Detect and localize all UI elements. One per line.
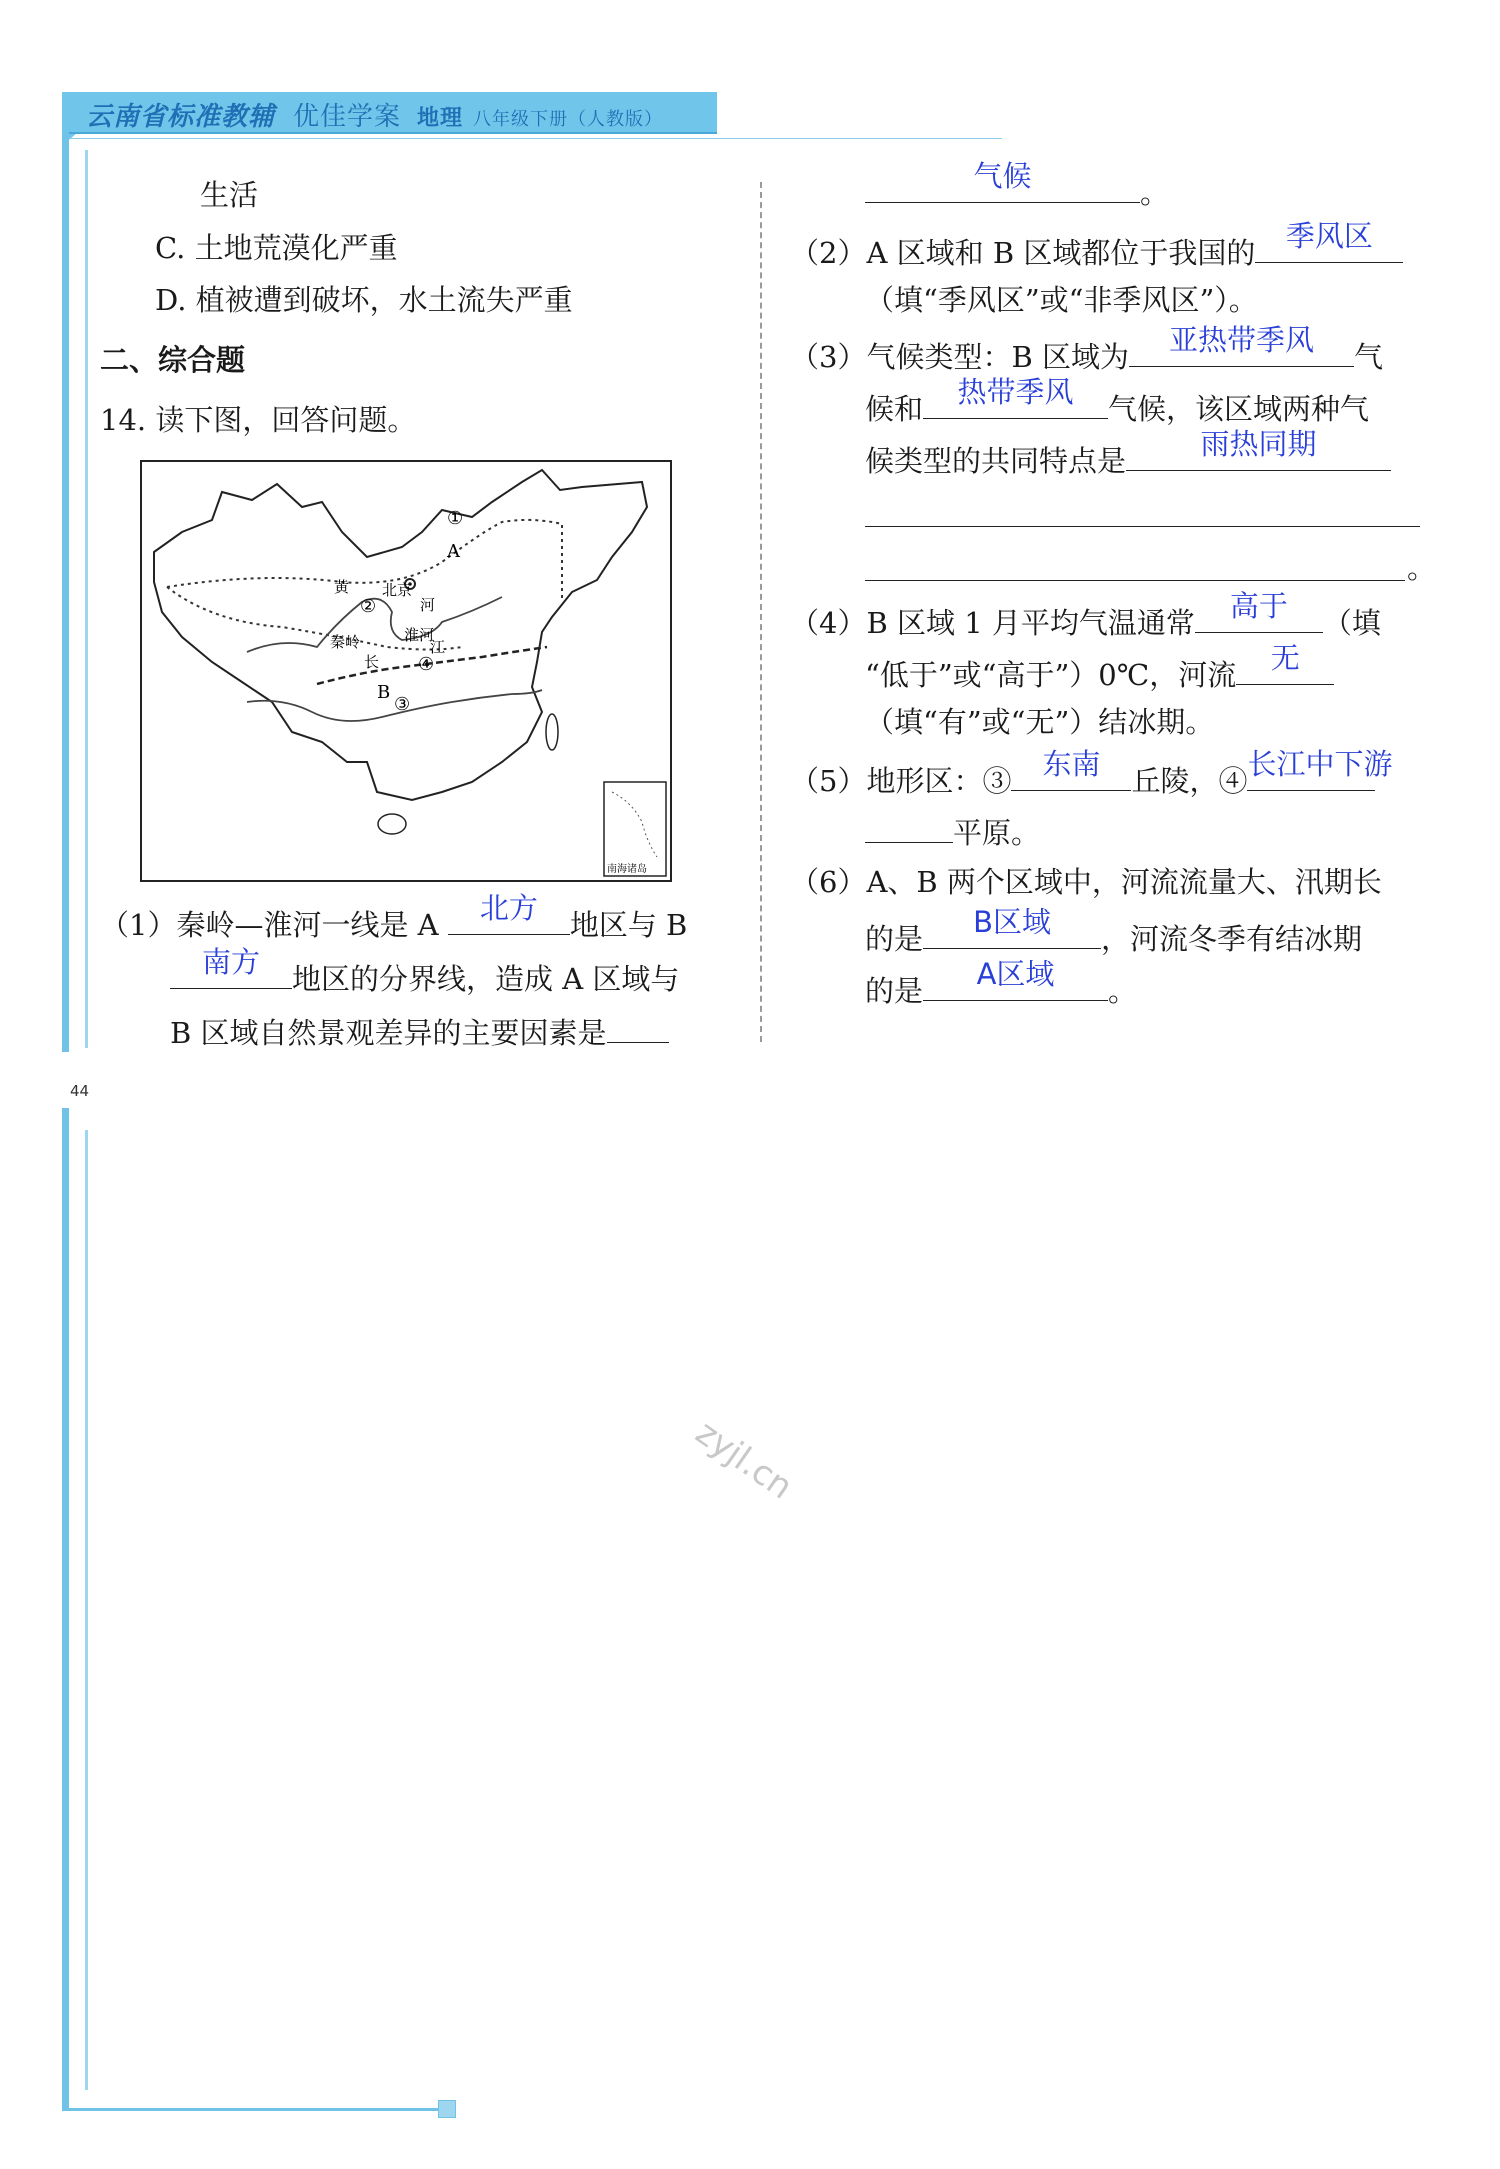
q3-text-d: 候类型的共同特点是	[865, 444, 1127, 478]
arid-boundary-line	[167, 520, 562, 602]
q4-blank-b[interactable]	[1236, 641, 1334, 685]
q4-blank-a[interactable]	[1195, 589, 1323, 633]
q1-answer-north: 北方	[479, 891, 538, 925]
q3-text-qi: 气	[1353, 340, 1383, 374]
margin-strip	[62, 132, 69, 1052]
map-label-num2: ②	[360, 596, 377, 617]
map-label-num4: ④	[418, 654, 435, 675]
q2-text-a: （2）A 区域和 B 区域都位于我国的	[790, 236, 1256, 270]
q1-line2	[170, 945, 680, 999]
map-label-b: B	[377, 682, 391, 703]
q6-text-d: 的是	[865, 974, 924, 1008]
q5-text-a: （5）地形区：③	[790, 764, 1012, 798]
header-rule-thin	[62, 138, 1002, 139]
map-label-num1: ①	[447, 508, 464, 529]
q3-line3	[865, 427, 1391, 481]
q1-blank-north[interactable]	[448, 891, 570, 935]
q5-line1	[790, 747, 1393, 801]
header-rule	[62, 132, 717, 134]
q1-line3	[170, 1008, 669, 1053]
bottom-rule	[62, 2108, 442, 2111]
q5-answer-a: 东南	[1042, 747, 1101, 781]
q1-continued	[865, 159, 1170, 213]
q3-blank-a[interactable]	[1129, 323, 1354, 367]
header-grade: 八年级下册（人教版）	[473, 109, 664, 130]
q6-blank-a[interactable]	[923, 905, 1101, 949]
question-14: 14. 读下图，回答问题。	[100, 403, 417, 437]
q1-blank-climate[interactable]	[865, 159, 1140, 203]
q6-text-b: 的是	[865, 922, 924, 956]
column-divider	[760, 182, 762, 1042]
china-map	[140, 460, 672, 882]
q4-line2	[865, 641, 1334, 695]
q2-answer: 季风区	[1285, 219, 1373, 253]
map-label-huaihe: 淮河	[404, 626, 435, 644]
section-title: 二、综合题	[100, 343, 246, 377]
map-label-huang: 黄	[334, 578, 350, 596]
q4-line3: （填“有”或“无”）结冰期。	[865, 705, 1215, 739]
inset-label: 南海诸岛	[607, 864, 647, 875]
map-label-jiang: 江	[430, 638, 446, 656]
q1-text-b: 地区与 B	[569, 908, 688, 942]
q6-text-c: ，河流冬季有结冰期	[1101, 922, 1363, 956]
q4-text-tian: （填	[1322, 606, 1381, 640]
q6-answer-b: A区域	[976, 957, 1055, 991]
q6-line2	[865, 905, 1363, 959]
q5-line2	[865, 808, 1040, 853]
q2-blank[interactable]	[1255, 219, 1403, 263]
q3-line2	[865, 375, 1370, 429]
margin-strip-inner	[85, 150, 88, 1048]
q6-answer-a: B区域	[973, 905, 1051, 939]
q3-blank-line2[interactable]	[865, 526, 1420, 527]
q5-text-c: 平原。	[953, 816, 1041, 850]
q6-blank-b[interactable]	[923, 957, 1108, 1001]
map-label-beijing: 北京	[382, 581, 413, 599]
q5-blank-b[interactable]	[1247, 747, 1393, 791]
q3-line1	[790, 323, 1383, 377]
q2-line2: （填“季风区”或“非季风区”）。	[865, 283, 1258, 317]
margin-strip-lower-inner	[85, 1130, 88, 2090]
q2-line1	[790, 219, 1403, 273]
q6-line3	[865, 957, 1138, 1011]
q1-text-a: （1）秦岭—淮河一线是 A	[100, 908, 439, 942]
margin-strip-lower	[62, 1108, 69, 2108]
q3-text-a: （3）气候类型：B 区域为	[790, 340, 1129, 374]
q5-blank-c[interactable]	[865, 808, 953, 843]
q5-answer-b: 长江中下游	[1247, 747, 1393, 781]
q4-line1	[790, 589, 1381, 643]
continued-text: 生活	[200, 178, 259, 212]
q6-line1: （6）A、B 两个区域中，河流流量大、汛期长	[790, 865, 1382, 899]
q3-blank-b[interactable]	[923, 375, 1108, 419]
header-title	[86, 96, 663, 133]
option-d: D. 植被遭到破坏，水土流失严重	[155, 283, 573, 317]
q1-blank-south[interactable]	[170, 945, 292, 989]
map-label-chang: 长	[364, 653, 380, 671]
q1-period: 。	[1140, 176, 1170, 210]
map-label-he: 河	[420, 596, 436, 614]
q5-blank-a[interactable]	[1011, 747, 1131, 791]
q1-answer-climate: 气候	[973, 159, 1032, 193]
page-number: 44	[70, 1082, 90, 1100]
watermark: zyjl.cn	[688, 1412, 800, 1508]
map-label-qinling: 秦岭	[330, 633, 361, 651]
header-book: 优佳学案	[293, 102, 402, 132]
q4-answer-a: 高于	[1229, 589, 1288, 623]
map-label-num3: ③	[394, 694, 411, 715]
q1-line1	[100, 891, 688, 945]
q3-blank-line3[interactable]	[865, 580, 1405, 581]
q5-text-b: 丘陵，④	[1131, 764, 1248, 798]
q3-answer-b: 热带季风	[957, 375, 1074, 409]
q3-period: 。	[1407, 551, 1437, 585]
q4-text-b: “低于”或“高于”）0℃，河流	[865, 658, 1237, 692]
header-series: 云南省标准教辅	[86, 102, 276, 132]
q1-answer-south: 南方	[201, 945, 260, 979]
country-outline	[154, 470, 647, 800]
header-subject: 地理	[417, 106, 464, 131]
hainan-island	[378, 814, 406, 834]
q3-blank-c[interactable]	[1126, 427, 1391, 471]
china-map-svg	[142, 462, 670, 880]
south-sea-inset	[604, 782, 666, 876]
q6-period: 。	[1108, 974, 1138, 1008]
q4-text-a: （4）B 区域 1 月平均气温通常	[790, 606, 1195, 640]
q3-text-c: 气候，该区域两种气	[1108, 392, 1370, 426]
q1-text-d: B 区域自然景观差异的主要因素是	[170, 1016, 607, 1050]
q3-answer-c: 雨热同期	[1200, 427, 1317, 461]
q1-blank-factor[interactable]	[607, 1008, 669, 1043]
q3-answer-a: 亚热带季风	[1168, 323, 1314, 357]
q3-text-b: 候和	[865, 392, 924, 426]
option-c: C. 土地荒漠化严重	[155, 231, 398, 265]
bottom-marker	[438, 2100, 456, 2118]
taiwan-island	[546, 714, 558, 750]
q4-answer-b: 无	[1270, 641, 1300, 675]
q1-text-c: 地区的分界线，造成 A 区域与	[292, 962, 680, 996]
map-label-a: A	[447, 541, 460, 562]
